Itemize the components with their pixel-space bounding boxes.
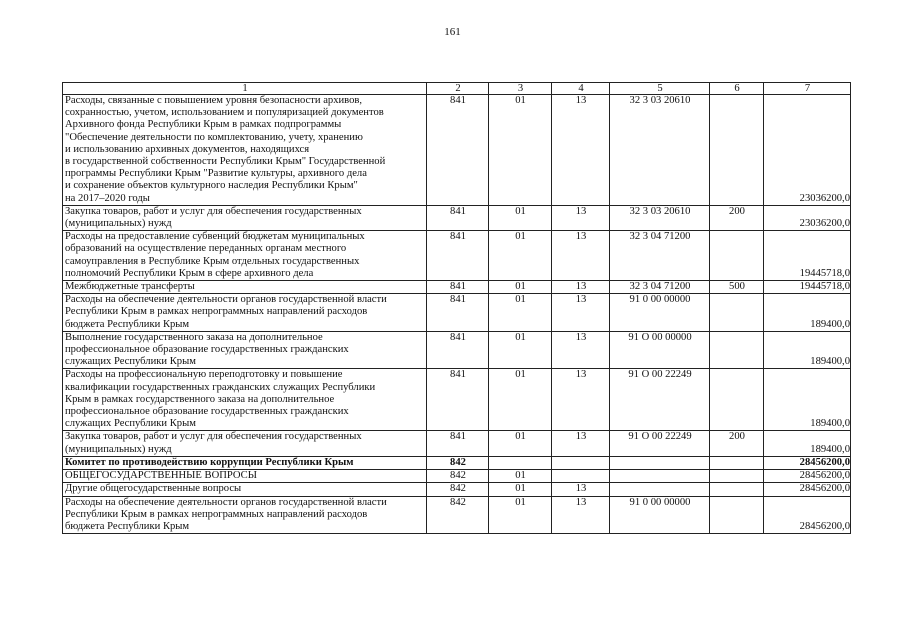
row-subsection-cell: 13 (552, 231, 610, 281)
row-name-cell (63, 483, 427, 496)
row-subsection-cell: 13 (552, 294, 610, 332)
row-subsection-cell: 13 (552, 496, 610, 534)
row-ministry-cell: 841 (427, 95, 489, 206)
header-col-2: 2 (427, 83, 489, 95)
row-section-cell: 01 (489, 281, 552, 294)
row-expense-type-cell (710, 369, 764, 431)
row-section-cell: 01 (489, 205, 552, 230)
row-sum-cell: 23036200,0 (764, 95, 851, 206)
row-target-cell: 32 3 03 20610 (610, 95, 710, 206)
row-subsection-cell (552, 456, 610, 469)
row-name-text: Расходы, связанные с повышением уровня безопасности архивов, сохранностью, учетом, использованием и популяризацией документов Архивного фонда Республики Крым в рамках подпрограммы "Обеспечение деятельности по комплектованию, учету, хранению и использованию архивных документов, находящихся в государственной собственности Республики Крым" Государственной программы Республики Крым "Развитие культуры, архивного дела и сохранение объектов культурного наследия Республики Крым" на 2017–2020 годы (65, 95, 386, 204)
row-name-cell (63, 95, 427, 206)
row-target-cell: 32 3 04 71200 (610, 281, 710, 294)
row-target-cell: 91 О 00 00000 (610, 331, 710, 369)
table-row (63, 369, 851, 431)
row-ministry-cell: 841 (427, 431, 489, 456)
row-name-text: Закупка товаров, работ и услуг для обеспечения государственных (муниципальных) нужд (65, 431, 362, 455)
row-name-text: Межбюджетные трансферты (65, 281, 195, 293)
row-sum-cell: 28456200,0 (764, 470, 851, 483)
row-expense-type-cell (710, 483, 764, 496)
row-section-cell: 01 (489, 331, 552, 369)
header-col-7: 7 (764, 83, 851, 95)
row-name-cell (63, 369, 427, 431)
header-col-4: 4 (552, 83, 610, 95)
row-subsection-cell: 13 (552, 483, 610, 496)
row-sum-cell: 28456200,0 (764, 456, 851, 469)
row-expense-type-cell (710, 456, 764, 469)
row-name-cell (63, 205, 427, 230)
row-sum-cell: 189400,0 (764, 431, 851, 456)
row-sum-cell: 19445718,0 (764, 281, 851, 294)
row-target-cell: 91 0 00 00000 (610, 496, 710, 534)
row-ministry-cell: 841 (427, 331, 489, 369)
row-ministry-cell: 841 (427, 369, 489, 431)
row-sum-cell: 28456200,0 (764, 483, 851, 496)
row-target-cell (610, 456, 710, 469)
row-subsection-cell: 13 (552, 95, 610, 206)
table-row (63, 456, 851, 469)
table-row (63, 470, 851, 483)
row-expense-type-cell: 500 (710, 281, 764, 294)
table-row (63, 231, 851, 281)
row-name-text: Выполнение государственного заказа на дополнительное профессиональное образование государственных гражданских служащих Республики Крым (65, 331, 349, 368)
row-sum-cell: 189400,0 (764, 294, 851, 332)
row-ministry-cell: 841 (427, 294, 489, 332)
row-expense-type-cell (710, 496, 764, 534)
row-name-text: Расходы на обеспечение деятельности органов государственной власти Республики Крым в рамках непрограммных направлений расходов бюджета Республики Крым (65, 496, 387, 532)
row-section-cell: 01 (489, 483, 552, 496)
budget-table (62, 82, 851, 534)
row-expense-type-cell (710, 470, 764, 483)
row-expense-type-cell: 200 (710, 205, 764, 230)
row-subsection-cell (552, 470, 610, 483)
row-name-cell (63, 456, 427, 469)
row-name-cell (63, 281, 427, 294)
row-name-cell (63, 470, 427, 483)
row-expense-type-cell (710, 331, 764, 369)
table-row (63, 496, 851, 534)
row-subsection-cell: 13 (552, 431, 610, 456)
row-name-cell (63, 231, 427, 281)
row-name-cell (63, 331, 427, 369)
row-name-text: Расходы на профессиональную переподготовку и повышение квалификации государственных гражданских служащих Республики Крым в рамках государственного заказа на дополнительное профессиональное образование государственных гражданских служащих Республики Крым (65, 369, 376, 430)
row-sum-cell: 19445718,0 (764, 231, 851, 281)
budget-table-body (63, 83, 851, 534)
row-expense-type-cell: 200 (710, 431, 764, 456)
row-subsection-cell: 13 (552, 281, 610, 294)
row-target-cell (610, 483, 710, 496)
table-row (63, 431, 851, 456)
table-row (63, 331, 851, 369)
row-ministry-cell: 841 (427, 281, 489, 294)
row-subsection-cell: 13 (552, 205, 610, 230)
row-sum-cell: 28456200,0 (764, 496, 851, 534)
row-section-cell (489, 456, 552, 469)
row-sum-cell: 189400,0 (764, 369, 851, 431)
row-target-cell: 32 3 03 20610 (610, 205, 710, 230)
row-section-cell: 01 (489, 431, 552, 456)
row-ministry-cell: 842 (427, 496, 489, 534)
header-col-5: 5 (610, 83, 710, 95)
row-section-cell: 01 (489, 294, 552, 332)
row-name-text: Комитет по противодействию коррупции Республики Крым (65, 456, 354, 468)
row-name-text: Расходы на обеспечение деятельности органов государственной власти Республики Крым в рамках непрограммных направлений расходов бюджета Республики Крым (65, 294, 387, 330)
header-col-1: 1 (63, 83, 427, 95)
row-ministry-cell: 842 (427, 483, 489, 496)
row-name-text: Расходы на предоставление субвенций бюджетам муниципальных образований на осуществление переданных органам местного самоуправления в Республике Крым отдельных государственных полномочий Республики Крым в сфере архивного дела (65, 231, 365, 279)
row-target-cell: 91 О 00 22249 (610, 431, 710, 456)
row-expense-type-cell (710, 95, 764, 206)
table-row (63, 294, 851, 332)
table-row (63, 483, 851, 496)
row-name-text: Другие общегосударственные вопросы (65, 483, 242, 495)
row-section-cell: 01 (489, 231, 552, 281)
row-ministry-cell: 842 (427, 456, 489, 469)
header-col-3: 3 (489, 83, 552, 95)
row-section-cell: 01 (489, 95, 552, 206)
row-subsection-cell: 13 (552, 369, 610, 431)
row-ministry-cell: 842 (427, 470, 489, 483)
table-row (63, 205, 851, 230)
row-section-cell: 01 (489, 470, 552, 483)
row-section-cell: 01 (489, 496, 552, 534)
row-sum-cell: 23036200,0 (764, 205, 851, 230)
row-expense-type-cell (710, 231, 764, 281)
row-name-cell (63, 431, 427, 456)
row-target-cell (610, 470, 710, 483)
row-subsection-cell: 13 (552, 331, 610, 369)
row-ministry-cell: 841 (427, 205, 489, 230)
row-target-cell: 91 0 00 00000 (610, 294, 710, 332)
row-name-cell (63, 294, 427, 332)
table-row (63, 281, 851, 294)
row-target-cell: 32 3 04 71200 (610, 231, 710, 281)
table-row (63, 95, 851, 206)
row-expense-type-cell (710, 294, 764, 332)
row-name-text: ОБЩЕГОСУДАРСТВЕННЫЕ ВОПРОСЫ (65, 470, 257, 482)
row-sum-cell: 189400,0 (764, 331, 851, 369)
row-ministry-cell: 841 (427, 231, 489, 281)
header-col-6: 6 (710, 83, 764, 95)
row-name-cell (63, 496, 427, 534)
row-section-cell: 01 (489, 369, 552, 431)
row-target-cell: 91 О 00 22249 (610, 369, 710, 431)
header-row (63, 83, 851, 95)
page-number: 161 (444, 26, 461, 38)
row-name-text: Закупка товаров, работ и услуг для обеспечения государственных (муниципальных) нужд (65, 205, 362, 230)
